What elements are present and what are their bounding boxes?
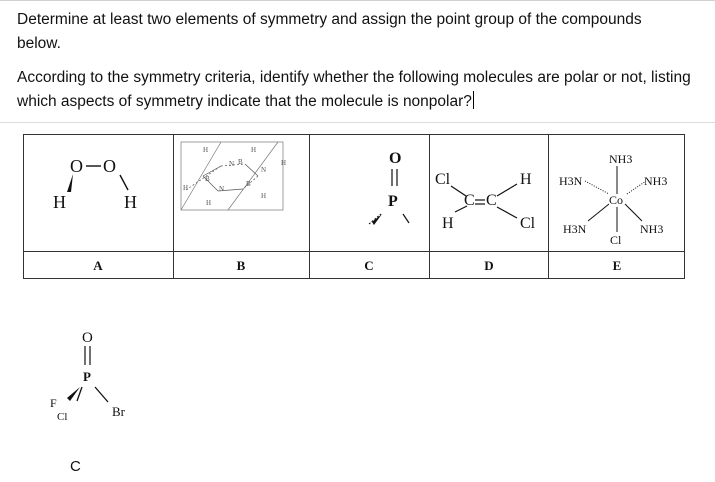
atom-p: P xyxy=(83,369,91,384)
molecule-label: C xyxy=(70,458,81,475)
atom-h: H xyxy=(281,159,287,167)
text-cursor xyxy=(473,91,474,109)
molecule-b xyxy=(181,142,286,210)
nh3-right: NH3 xyxy=(644,174,668,188)
question-paragraph-1: Determine at least two elements of symmetry and assign the point group of the compounds below. xyxy=(17,11,642,52)
label-b: B xyxy=(236,258,246,273)
table-grid xyxy=(23,134,685,279)
divider xyxy=(0,122,715,123)
atom-h: H xyxy=(53,192,66,212)
atom-n: N xyxy=(229,160,235,168)
nh3-top: NH3 xyxy=(609,152,633,166)
molecule-c xyxy=(369,150,409,225)
atom-cl: Cl xyxy=(57,411,68,423)
atom-h: H xyxy=(261,192,267,200)
label-e: E xyxy=(612,258,622,273)
atom-b: B xyxy=(205,175,210,183)
question-paragraph-2 xyxy=(17,66,707,114)
molecule-d xyxy=(435,171,536,232)
molecule-table xyxy=(23,134,685,279)
atom-h: H xyxy=(183,184,189,192)
label-c: C xyxy=(364,258,374,273)
h3n-left: H3N xyxy=(559,174,583,188)
atom-o: O xyxy=(103,156,116,176)
atom-n: N xyxy=(261,166,267,174)
molecule-a xyxy=(53,156,137,212)
atom-c: C xyxy=(486,192,497,209)
atom-h: H xyxy=(520,171,532,188)
label-a: A xyxy=(93,258,103,273)
atom-b: B xyxy=(246,180,251,188)
atom-co: Co xyxy=(609,193,624,207)
nh3-bottom-right: NH3 xyxy=(640,222,664,236)
atom-br: Br xyxy=(112,404,125,419)
atom-c: C xyxy=(464,192,475,209)
atom-h: H xyxy=(206,199,212,207)
atom-cl: Cl xyxy=(610,233,622,247)
label-d: D xyxy=(484,258,494,273)
atom-p: P xyxy=(388,193,398,210)
atom-f: F xyxy=(50,396,57,410)
atom-h: H xyxy=(251,146,257,154)
molecule-e xyxy=(559,152,667,247)
atom-h: H xyxy=(203,146,209,154)
question-paragraph-2-text: According to the symmetry criteria, identify whether the following molecules are polar or not, listing which aspects of symmetry indicate that the molecule is nonpolar? xyxy=(17,69,691,110)
atom-b: B xyxy=(238,158,243,166)
atom-n: N xyxy=(219,185,225,193)
atom-o: O xyxy=(70,156,83,176)
atom-cl: Cl xyxy=(520,215,536,232)
molecule-c-expanded xyxy=(40,325,150,425)
top-border xyxy=(0,0,715,1)
atom-o: O xyxy=(82,330,93,346)
atom-h: H xyxy=(442,215,454,232)
h3n-bottom-left: H3N xyxy=(563,222,587,236)
atom-cl: Cl xyxy=(435,171,451,188)
atom-o: O xyxy=(389,150,402,167)
atom-h: H xyxy=(124,192,137,212)
